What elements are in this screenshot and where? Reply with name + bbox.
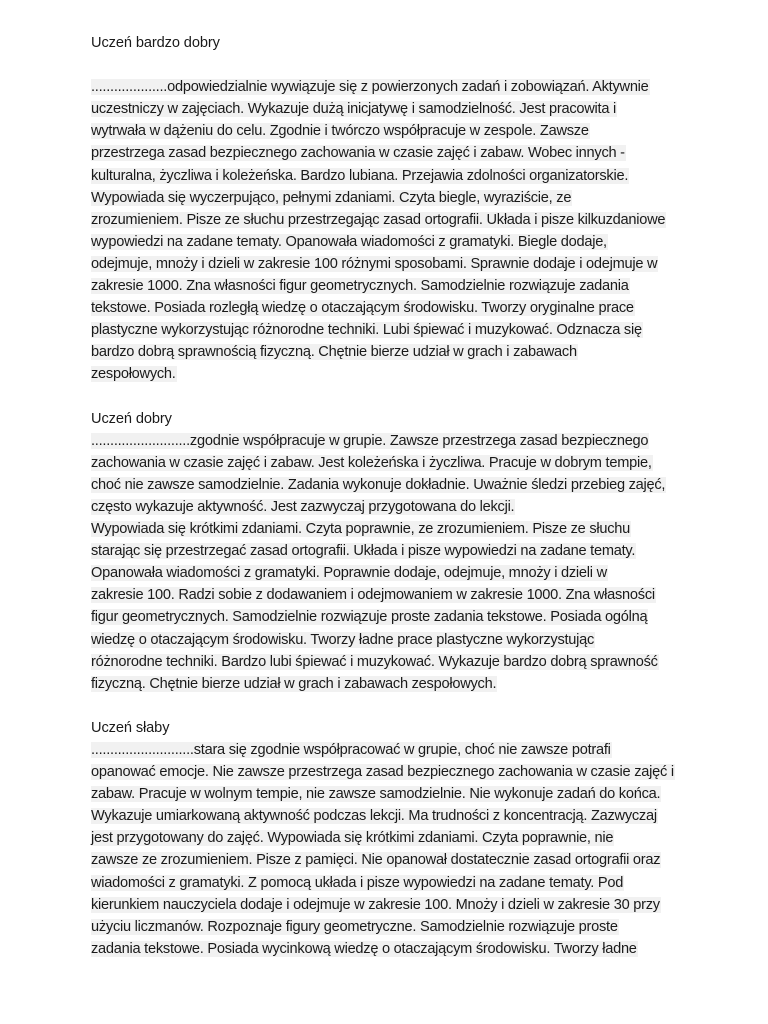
text-line: odejmuje, mnoży i dzieli w zakresie 100 różnymi sposobami. Sprawnie dodaje i odejmuje w	[91, 255, 658, 272]
text-line: ..........................zgodnie współpracuje w grupie. Zawsze przestrzega zasad bezpiecznego	[91, 432, 649, 449]
text-line: tekstowe. Posiada rozległą wiedzę o otaczającym środowisku. Tworzy oryginalne prace	[91, 300, 634, 317]
blank-line	[91, 386, 727, 408]
text-line: zadania tekstowe. Posiada wycinkową wiedzę o otaczającym środowisku. Tworzy ładne	[91, 940, 637, 957]
text-line: kulturalna, życzliwa i koleżeńska. Bardzo lubiana. Przejawia zdolności organizatorskie.	[91, 167, 629, 184]
section-title: Uczeń słaby	[91, 719, 170, 736]
text-line: wytrwała w dążeniu do celu. Zgodnie i twórczo współpracuje w zespole. Zawsze	[91, 123, 589, 140]
text-line: uczestniczy w zajęciach. Wykazuje dużą inicjatywę i samodzielność. Jest pracowita i	[91, 101, 616, 118]
text-line: figur geometrycznych. Samodzielnie rozwiązuje proste zadania tekstowe. Posiada ogólną	[91, 609, 648, 626]
text-line: zakresie 100. Radzi sobie z dodawaniem i odejmowaniem w zakresie 1000. Zna własności	[91, 587, 655, 604]
text-line: Wypowiada się wyczerpująco, pełnymi zdaniami. Czyta biegle, wyraziście, ze	[91, 189, 572, 206]
text-line: ...........................stara się zgodnie współpracować w grupie, choć nie zawsze potrafi	[91, 742, 611, 758]
text-line: Wykazuje umiarkowaną aktywność podczas lekcji. Ma trudności z koncentracją. Zazwyczaj	[91, 808, 657, 825]
text-line: często wykazuje aktywność. Jest zazwyczaj przygotowana do lekcji.	[91, 498, 515, 515]
section-body	[91, 739, 727, 960]
blank-line	[91, 695, 727, 717]
text-line: zawsze ze zrozumieniem. Pisze z pamięci. Nie opanował dostatecznie zasad ortografii oraz	[91, 852, 661, 869]
text-line: choć nie zawsze samodzielnie. Zadania wykonuje dokładnie. Uważnie śledzi przebieg zajęć,	[91, 476, 666, 493]
blank-line	[91, 54, 727, 76]
document-page	[91, 32, 727, 960]
section-weak	[91, 717, 727, 960]
text-line: kierunkiem nauczyciela dodaje i odejmuje w zakresie 100. Mnoży i dzieli w zakresie 30 przy	[91, 896, 660, 913]
section-very-good	[91, 32, 727, 386]
section-body	[91, 430, 727, 695]
text-line: starając się przestrzegać zasad ortografii. Układa i pisze wypowiedzi na zadane tematy.	[91, 543, 636, 560]
text-line: wypowiedzi na zadane tematy. Opanowała wiadomości z gramatyki. Biegle dodaje,	[91, 233, 607, 250]
text-line: wiadomości z gramatyki. Z pomocą układa i pisze wypowiedzi na zadane tematy. Pod	[91, 874, 624, 891]
section-body	[91, 76, 727, 385]
text-line: Opanowała wiadomości z gramatyki. Poprawnie dodaje, odejmuje, mnoży i dzieli w	[91, 565, 607, 582]
text-line: wiedzę o otaczającym środowisku. Tworzy ładne prace plastyczne wykorzystując	[91, 631, 595, 648]
text-line: różnorodne techniki. Bardzo lubi śpiewać i muzykować. Wykazuje bardzo dobrą sprawność	[91, 653, 658, 670]
text-line: zabaw. Pracuje w wolnym tempie, nie zawsze samodzielnie. Nie wykonuje zadań do końca.	[91, 786, 661, 803]
text-line: opanować emocje. Nie zawsze przestrzega zasad bezpiecznego zachowania w czasie zajęć i	[91, 764, 674, 781]
text-line: plastyczne wykorzystując różnorodne techniki. Lubi śpiewać i muzykować. Odznacza się	[91, 322, 642, 339]
section-title: Uczeń dobry	[91, 410, 172, 427]
text-line: bardzo dobrą sprawnością fizyczną. Chętnie bierze udział w grach i zabawach	[91, 344, 577, 361]
text-line: zespołowych.	[91, 366, 176, 383]
text-line: fizyczną. Chętnie bierze udział w grach i zabawach zespołowych.	[91, 675, 497, 692]
text-line: zakresie 1000. Zna własności figur geometrycznych. Samodzielnie rozwiązuje zadania	[91, 278, 629, 295]
text-line: zrozumieniem. Pisze ze słuchu przestrzegając zasad ortografii. Układa i pisze kilkuzdaniowe	[91, 211, 666, 228]
text-line: przestrzega zasad bezpiecznego zachowania w czasie zajęć i zabaw. Wobec innych -	[91, 145, 625, 162]
section-good	[91, 408, 727, 695]
section-title: Uczeń bardzo dobry	[91, 35, 220, 51]
text-line: zachowania w czasie zajęć i zabaw. Jest koleżeńska i życzliwa. Pracuje w dobrym tempie,	[91, 454, 652, 471]
text-line: ....................odpowiedzialnie wywiązuje się z powierzonych zadań i zobowiązań. Aktywnie	[91, 79, 649, 96]
text-line: użyciu liczmanów. Rozpoznaje figury geometryczne. Samodzielnie rozwiązuje proste	[91, 918, 618, 935]
text-line: Wypowiada się krótkimi zdaniami. Czyta poprawnie, ze zrozumieniem. Pisze ze słuchu	[91, 521, 631, 538]
text-line: jest przygotowany do zajęć. Wypowiada się krótkimi zdaniami. Czyta poprawnie, nie	[91, 830, 614, 847]
